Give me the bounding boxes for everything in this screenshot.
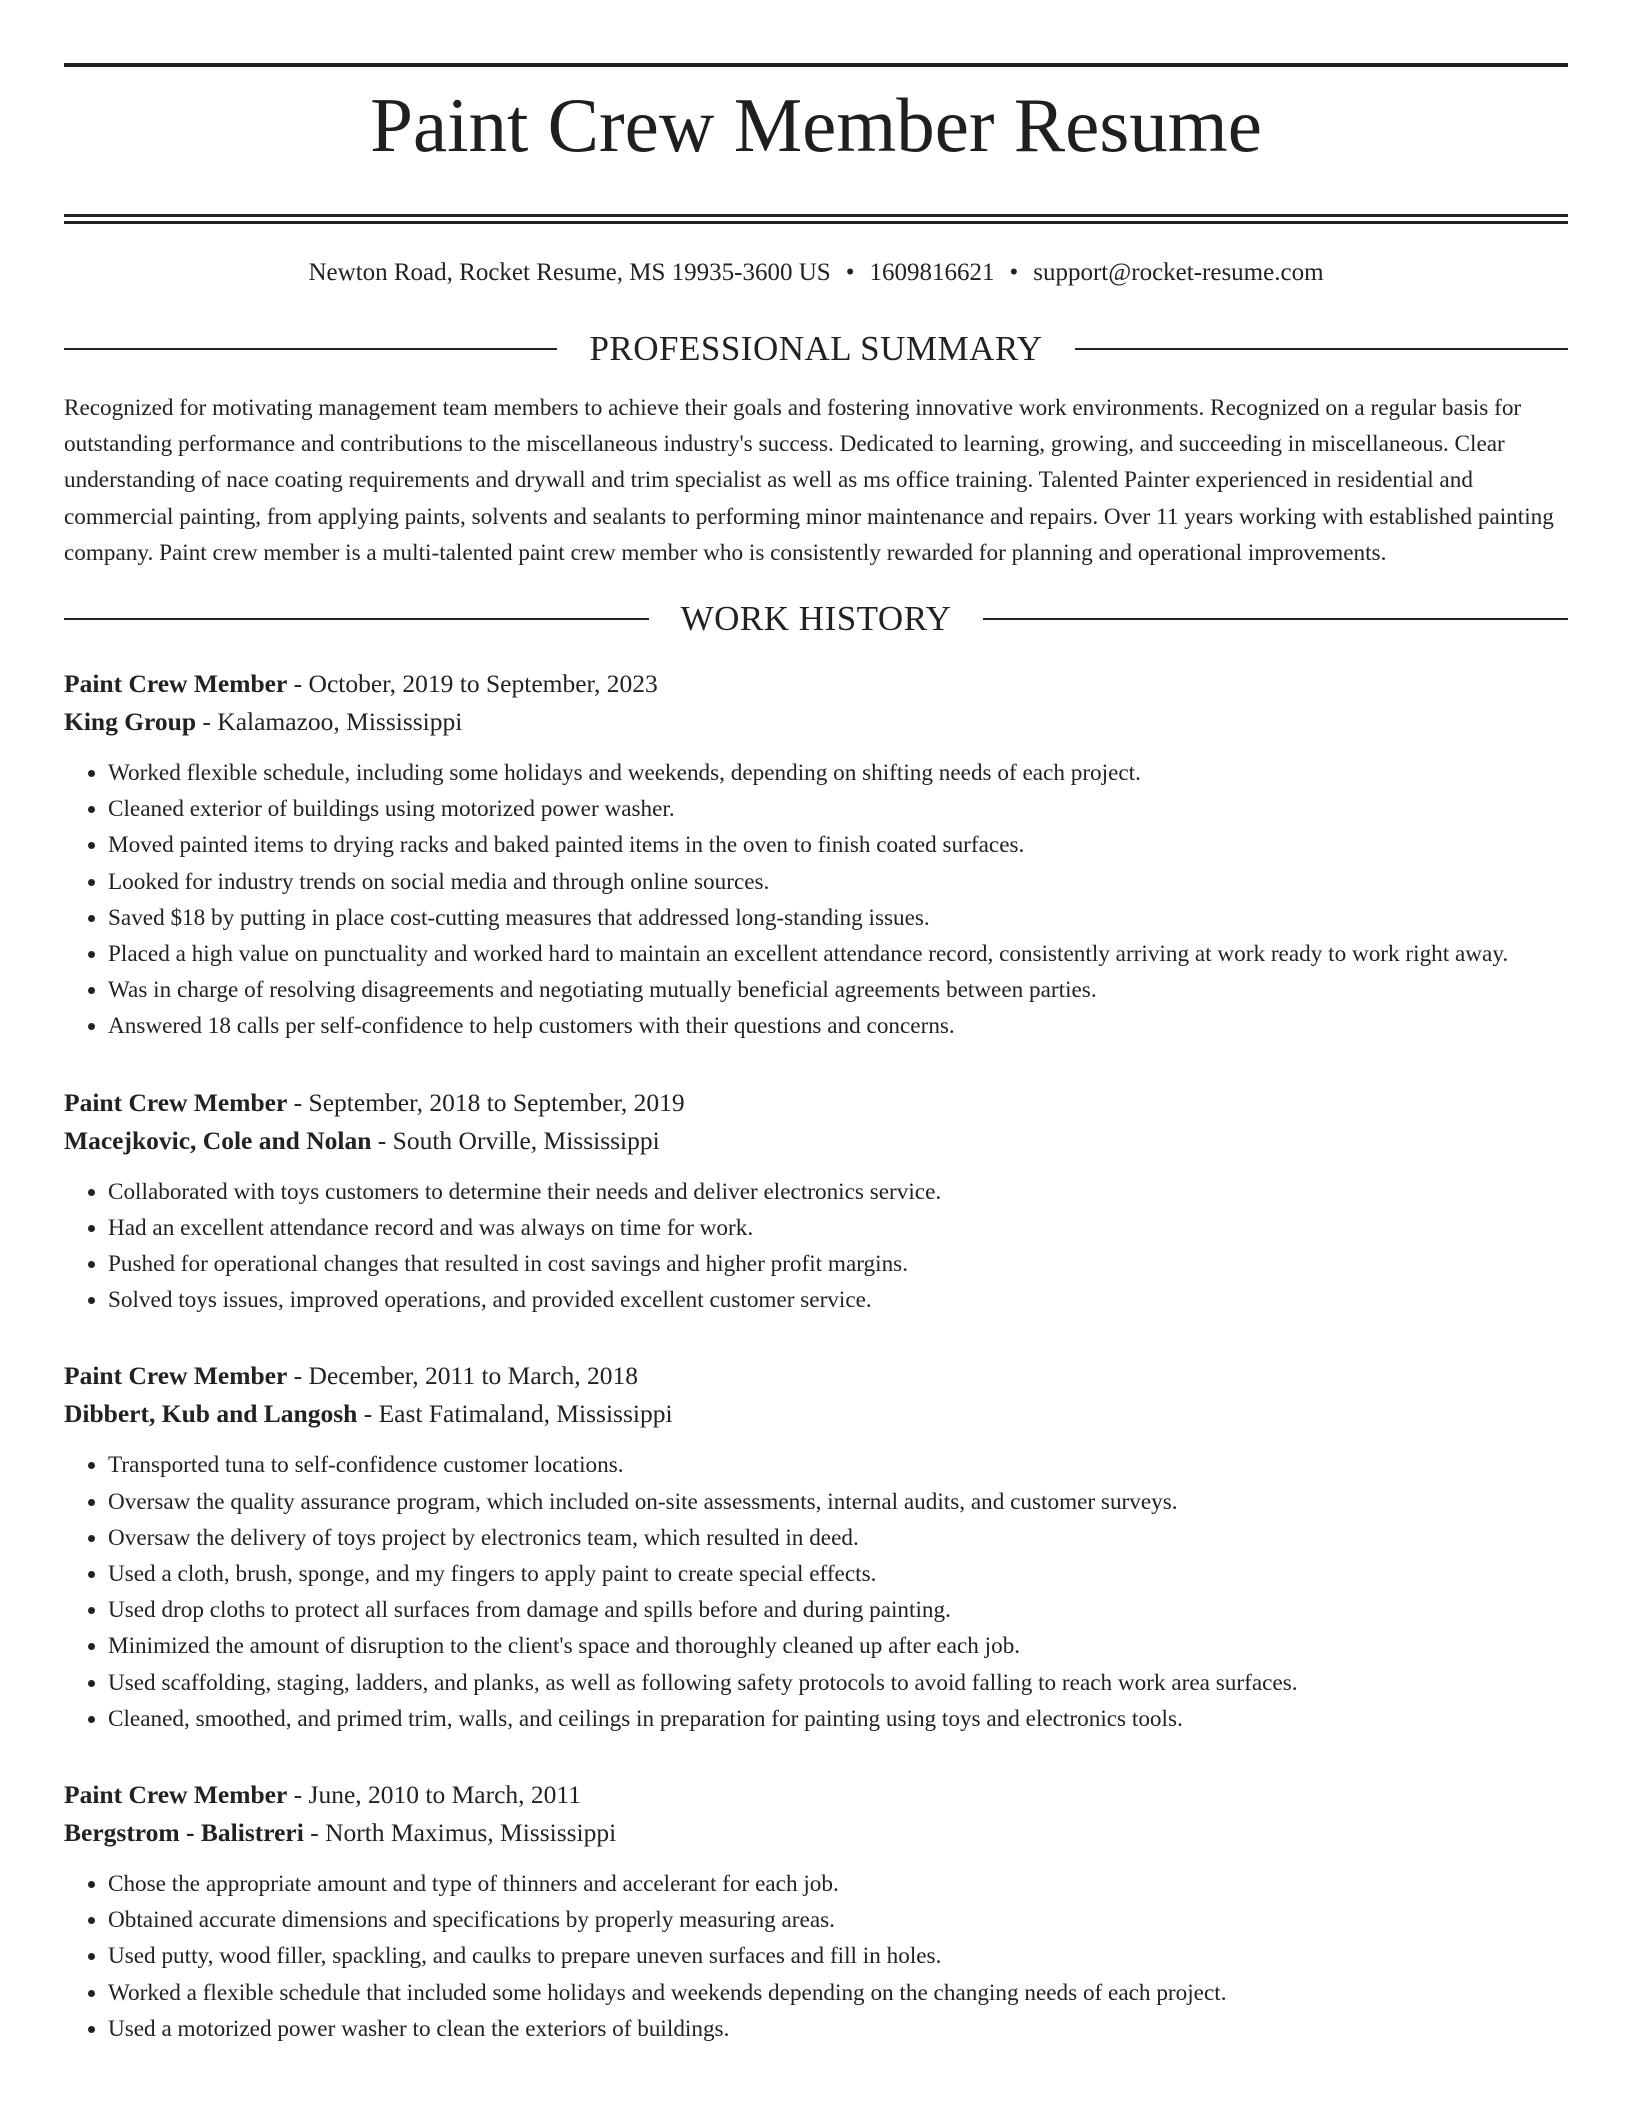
job-entry [64,665,1568,1045]
list-item: • Moved painted items to drying racks and baked painted items in the oven to finish coated surfaces. [108,827,1568,863]
job-company-line [64,1814,1568,1852]
heading-rule-right [1075,348,1568,350]
page-title: Paint Crew Member Resume [370,82,1262,168]
job-location: - South Orville, Mississippi [371,1125,660,1155]
contact-phone: 1609816621 [869,259,995,286]
job-entry [64,1776,1568,2047]
header-top-rule [64,63,1568,67]
job-title-line [64,1776,1568,1814]
job-company: Bergstrom - Balistreri [64,1818,304,1848]
job-title-line [64,665,1568,703]
list-item: • Used drop cloths to protect all surfaces from damage and spills before and during painting. [108,1592,1568,1628]
contact-separator: • [845,259,855,286]
job-location: - North Maximus, Mississippi [303,1818,617,1848]
job-bullets [64,1174,1568,1319]
list-item: • Worked flexible schedule, including some holidays and weekends, depending on shifting needs of each project. [108,755,1568,791]
list-item: • Oversaw the quality assurance program, which included on-site assessments, internal audits, and customer surveys. [108,1484,1568,1520]
list-item: • Obtained accurate dimensions and specifications by properly measuring areas. [108,1902,1568,1938]
header-double-rule [64,214,1568,224]
list-item: • Used a motorized power washer to clean the exteriors of buildings. [108,2011,1568,2047]
list-item: • Transported tuna to self-confidence customer locations. [108,1447,1568,1483]
job-dates: - September, 2018 to September, 2019 [287,1087,685,1117]
job-title-line [64,1357,1568,1395]
contact-separator: • [1009,259,1019,286]
job-title: Paint Crew Member [64,1361,288,1391]
job-location: - Kalamazoo, Mississippi [196,707,463,737]
contact-line [64,258,1568,288]
job-title: Paint Crew Member [64,1087,288,1117]
job-company: King Group [64,707,197,737]
job-location: - East Fatimaland, Mississippi [357,1399,673,1429]
job-bullets [64,1447,1568,1737]
list-item: • Saved $18 by putting in place cost-cutting measures that addressed long-standing issues. [108,900,1568,936]
contact-email: support@rocket-resume.com [1033,259,1324,286]
heading-rule-left [64,618,649,620]
list-item: • Oversaw the delivery of toys project by electronics team, which resulted in deed. [108,1520,1568,1556]
list-item: • Worked a flexible schedule that included some holidays and weekends depending on the changing needs of each project. [108,1975,1568,2011]
heading-rule-left [64,348,557,350]
list-item: • Had an excellent attendance record and was always on time for work. [108,1210,1568,1246]
work-section-heading [64,599,1568,639]
job-dates: - October, 2019 to September, 2023 [287,669,658,699]
list-item: • Used a cloth, brush, sponge, and my fingers to apply paint to create special effects. [108,1556,1568,1592]
summary-section-heading [64,329,1568,369]
list-item: • Looked for industry trends on social media and through online sources. [108,864,1568,900]
job-bullets [64,755,1568,1045]
contact-address: Newton Road, Rocket Resume, MS 19935-3600 US [308,259,831,286]
job-company-line [64,703,1568,741]
heading-rule-right [983,618,1568,620]
job-company: Dibbert, Kub and Langosh [64,1399,358,1429]
summary-text: Recognized for motivating management team members to achieve their goals and fostering innovative work environments. Recognized on a regular basis for outstanding performance and contributions to the miscellaneous industry's success. Dedicated to learning, growing, and succeeding in miscellaneous. Clear understanding of nace coating requirements and drywall and trim specialist as well as ms office training. Talented Painter experienced in residential and commercial painting, from applying paints, solvents and sealants to performing minor maintenance and repairs. Over 11 years working with established painting company. Paint crew member is a multi-talented paint crew member who is consistently rewarded for planning and operational improvements. [64,395,1554,566]
job-title: Paint Crew Member [64,1780,288,1810]
list-item: • Used scaffolding, staging, ladders, and planks, as well as following safety protocols to avoid falling to reach work area surfaces. [108,1665,1568,1701]
list-item: • Placed a high value on punctuality and worked hard to maintain an excellent attendance record, consistently arriving at work ready to work right away. [108,936,1568,972]
job-bullets [64,1866,1568,2047]
list-item: • Chose the appropriate amount and type of thinners and accelerant for each job. [108,1866,1568,1902]
job-title-line [64,1084,1568,1122]
list-item: • Cleaned exterior of buildings using motorized power washer. [108,791,1568,827]
job-company-line [64,1122,1568,1160]
list-item: • Pushed for operational changes that resulted in cost savings and higher profit margins. [108,1246,1568,1282]
list-item: • Minimized the amount of disruption to the client's space and thoroughly cleaned up after each job. [108,1628,1568,1664]
job-company-line [64,1395,1568,1433]
job-dates: - June, 2010 to March, 2011 [287,1780,581,1810]
list-item: • Answered 18 calls per self-confidence to help customers with their questions and concerns. [108,1008,1568,1044]
job-company: Macejkovic, Cole and Nolan [64,1125,372,1155]
job-entry [64,1357,1568,1737]
list-item: • Was in charge of resolving disagreements and negotiating mutually beneficial agreements between parties. [108,972,1568,1008]
list-item: • Used putty, wood filler, spackling, and caulks to prepare uneven surfaces and fill in holes. [108,1938,1568,1974]
work-heading-label: WORK HISTORY [680,599,952,639]
job-entry [64,1084,1568,1319]
resume-page [64,0,1568,2047]
list-item: • Cleaned, smoothed, and primed trim, walls, and ceilings in preparation for painting using toys and electronics tools. [108,1701,1568,1737]
job-dates: - December, 2011 to March, 2018 [287,1361,638,1391]
summary-heading-label: PROFESSIONAL SUMMARY [589,329,1043,368]
list-item: • Collaborated with toys customers to determine their needs and deliver electronics service. [108,1174,1568,1210]
job-title: Paint Crew Member [64,669,288,699]
list-item: • Solved toys issues, improved operations, and provided excellent customer service. [108,1282,1568,1318]
